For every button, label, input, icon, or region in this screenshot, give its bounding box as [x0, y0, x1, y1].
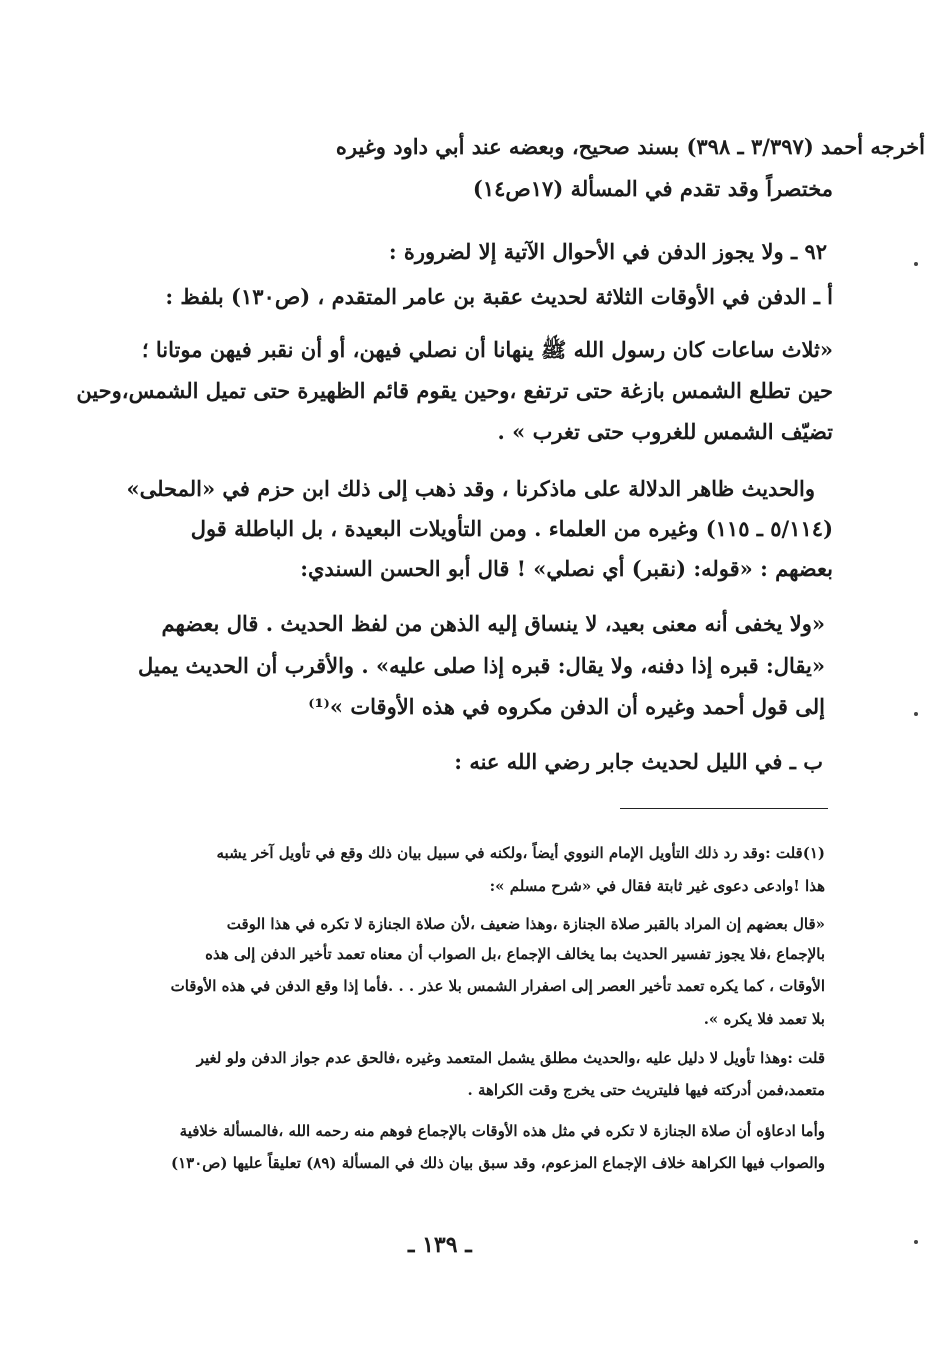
text-line: أخرجه أحمد (٣/٣٩٧ ـ ٣٩٨) بسند صحيح، وبعضه عند أبي داود وغيره [335, 134, 925, 159]
footnote-line: (١)قلت :وقد رد ذلك التأويل الإمام النووي أيضاً ،ولكنه في سبيل بيان ذلك وقع في تأويل آخر يشبه [216, 844, 825, 862]
quote-line: «ولا يخفى أنه معنى بعيد، لا ينساق إليه الذهن من لفظ الحديث . قال بعضهم [161, 611, 825, 636]
section-heading: ب ـ في الليل لحديث جابر رضي الله عنه : [454, 749, 823, 774]
footnote-line: بلا تعمد فلا يكره ». [703, 1010, 825, 1028]
quote-line: «يقال: قبره إذا دفنه، ولا يقال: قبره إذا صلى عليه» . والأقرب أن الحديث يميل [138, 653, 825, 678]
hadith-line: تضيّف الشمس للغروب حتى تغرب » . [497, 419, 833, 444]
quote-line: إلى قول أحمد وغيره أن الدفن مكروه في هذه الأوقات »⁽¹⁾ [308, 694, 825, 719]
hadith-line: حين تطلع الشمس بازغة حتى ترتفع ،وحين يقوم قائم الظهيرة حتى تميل الشمس،وحين [76, 378, 833, 403]
footnote-line: بالإجماع ،فلا يجوز تفسير الحديث بما يخالف الإجماع ،بل الصواب أن معناه تعمد تأخير الدفن إلى هذه [205, 945, 825, 963]
footnote-line: متعمد،فمن أدركته فيها فليتريث حتى يخرج وقت الكراهة . [467, 1081, 825, 1099]
text-line: والحديث ظاهر الدلالة على ماذكرنا ، وقد ذهب إلى ذلك ابن حزم في «المحلى» [126, 476, 815, 501]
scan-mark [914, 712, 918, 716]
footnote-line: «قال بعضهم إن المراد بالقبر صلاة الجنازة ،وهذا ضعيف ،لأن صلاة الجنازة لا تكره في هذا الوقت [226, 915, 825, 933]
footnote-separator [620, 808, 828, 809]
text-line: مختصراً وقد تقدم في المسألة (١٧ص١٤) [472, 176, 833, 201]
footnote-line: قلت :وهذا تأويل لا دليل عليه ،والحديث مطلق يشمل المتعمد وغيره ،فالحق عدم جواز الدفن ولو لغير [196, 1049, 825, 1067]
scan-mark [914, 262, 918, 266]
footnote-line: الأوقات ، كما يكره تعمد تأخير العصر إلى اصفرار الشمس بلا عذر . . .فأما إذا وقع الدفن في هذه الأوقات [170, 977, 825, 995]
text-line: أ ـ الدفن في الأوقات الثلاثة لحديث عقبة بن عامر المتقدم ، (ص١٣٠) بلفظ : [165, 284, 833, 309]
text-line: (٥/١١٤ ـ ١١٥) وغيره من العلماء . ومن التأويلات البعيدة ، بل الباطلة قول [190, 516, 833, 541]
section-heading: ٩٢ ـ ولا يجوز الدفن في الأحوال الآتية إلا لضرورة : [388, 239, 827, 264]
hadith-line: «ثلاث ساعات كان رسول الله ﷺ ينهانا أن نصلي فيهن، أو أن نقبر فيهن موتانا ؛ [141, 337, 833, 362]
text-line: بعضهم : «قوله: (نقبر) أي نصلي» ! قال أبو الحسن السندي: [300, 556, 833, 581]
footnote-line: والصواب فيها الكراهة خلاف الإجماع المزعوم، وقد سبق بيان ذلك في المسألة (٨٩) تعليقاً عليها (ص١٣٠) [171, 1154, 825, 1172]
footnote-line: هذا !وادعى دعوى غير ثابتة فقال في «شرح مسلم »: [489, 877, 825, 895]
page-number: ـ ١٣٩ ـ [408, 1232, 472, 1258]
footnote-line: وأما ادعاؤه أن صلاة الجنازة لا تكره في مثل هذه الأوقات بالإجماع فوهم منه رحمه الله ،فالمسألة خلافية [179, 1122, 825, 1140]
scan-mark [914, 1240, 918, 1244]
